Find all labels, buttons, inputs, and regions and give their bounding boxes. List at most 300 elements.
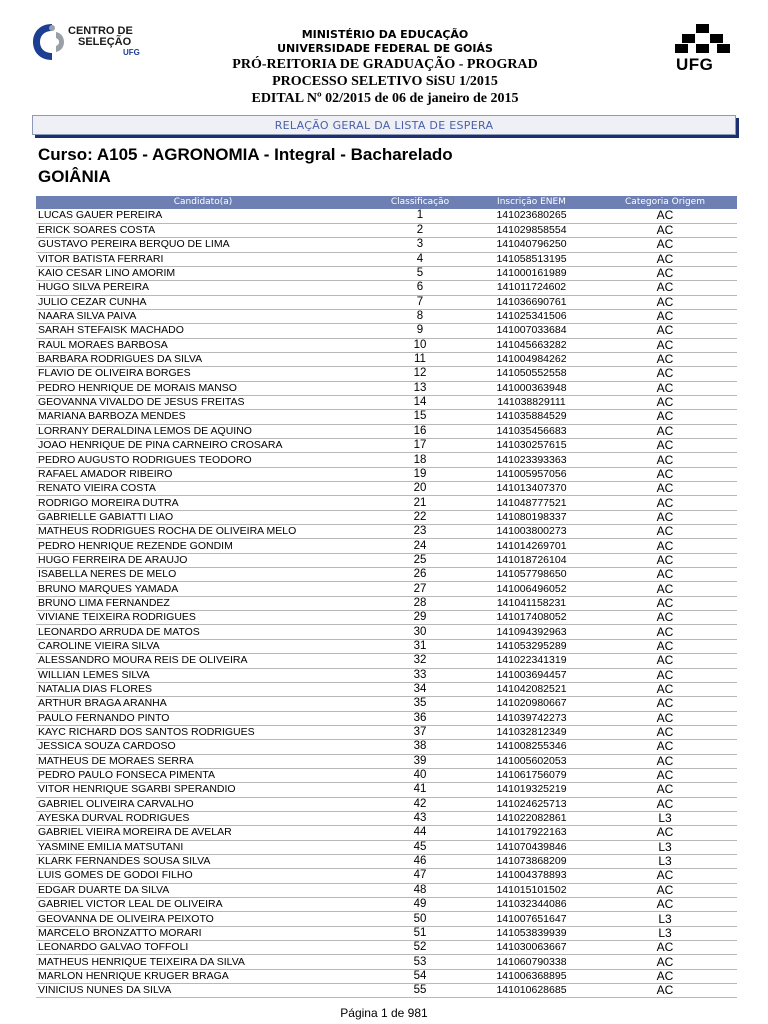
origin-category: AC	[593, 596, 737, 610]
enem-registration: 141094392963	[470, 625, 593, 639]
classification: 54	[370, 969, 470, 983]
classification: 21	[370, 496, 470, 510]
table-row	[36, 238, 737, 252]
candidate-name: ALESSANDRO MOURA REIS DE OLIVEIRA	[36, 654, 370, 668]
table-row	[36, 439, 737, 453]
table-row	[36, 926, 737, 940]
classification: 40	[370, 768, 470, 782]
candidate-name: MARIANA BARBOZA MENDES	[36, 410, 370, 424]
enem-registration: 141023680265	[470, 209, 593, 223]
candidate-name: MATHEUS RODRIGUES ROCHA DE OLIVEIRA MELO	[36, 525, 370, 539]
classification: 31	[370, 639, 470, 653]
table-row	[36, 912, 737, 926]
origin-category: AC	[593, 826, 737, 840]
table-row	[36, 482, 737, 496]
origin-category: AC	[593, 797, 737, 811]
origin-category: AC	[593, 639, 737, 653]
table-row	[36, 955, 737, 969]
table-row	[36, 682, 737, 696]
table-row	[36, 711, 737, 725]
table-row	[36, 324, 737, 338]
origin-category: AC	[593, 668, 737, 682]
enem-registration: 141003694457	[470, 668, 593, 682]
origin-category: AC	[593, 238, 737, 252]
candidate-name: YASMINE EMILIA MATSUTANI	[36, 840, 370, 854]
classification: 7	[370, 295, 470, 309]
candidate-name: MATHEUS HENRIQUE TEIXEIRA DA SILVA	[36, 955, 370, 969]
enem-registration: 141007651647	[470, 912, 593, 926]
table-row	[36, 783, 737, 797]
candidate-name: ARTHUR BRAGA ARANHA	[36, 697, 370, 711]
table-row	[36, 410, 737, 424]
candidate-name: NATALIA DIAS FLORES	[36, 682, 370, 696]
classification: 1	[370, 209, 470, 223]
classification: 24	[370, 539, 470, 553]
table-row	[36, 367, 737, 381]
classification: 51	[370, 926, 470, 940]
candidate-name: JESSICA SOUZA CARDOSO	[36, 740, 370, 754]
classification: 39	[370, 754, 470, 768]
origin-category: AC	[593, 266, 737, 280]
classification: 45	[370, 840, 470, 854]
table-row	[36, 883, 737, 897]
classification: 6	[370, 281, 470, 295]
enem-registration: 141032812349	[470, 725, 593, 739]
classification: 28	[370, 596, 470, 610]
edital-title: EDITAL Nº 02/2015 de 06 de janeiro de 2015	[251, 91, 519, 106]
enem-registration: 141050552558	[470, 367, 593, 381]
candidate-name: VIVIANE TEIXEIRA RODRIGUES	[36, 611, 370, 625]
candidate-name: ISABELLA NERES DE MELO	[36, 568, 370, 582]
candidate-name: MARCELO BRONZATTO MORARI	[36, 926, 370, 940]
origin-category: AC	[593, 424, 737, 438]
enem-registration: 141005602053	[470, 754, 593, 768]
enem-registration: 141020980667	[470, 697, 593, 711]
logo-line-1: CENTRO DE	[68, 25, 133, 37]
table-row	[36, 223, 737, 237]
city-title: GOIÂNIA	[38, 167, 111, 186]
classification: 20	[370, 482, 470, 496]
document-header	[150, 28, 620, 107]
candidate-name: VINICIUS NUNES DA SILVA	[36, 984, 370, 998]
table-row	[36, 453, 737, 467]
candidate-name: RAUL MORAES BARBOSA	[36, 338, 370, 352]
candidate-name: JOAO HENRIQUE DE PINA CARNEIRO CROSARA	[36, 439, 370, 453]
candidate-name: MATHEUS DE MORAES SERRA	[36, 754, 370, 768]
origin-category: AC	[593, 525, 737, 539]
table-row	[36, 840, 737, 854]
table-row	[36, 539, 737, 553]
enem-registration: 141058513195	[470, 252, 593, 266]
table-row	[36, 295, 737, 309]
origin-category: AC	[593, 510, 737, 524]
centro-de-selecao-logo	[30, 20, 150, 66]
enem-registration: 141045663282	[470, 338, 593, 352]
table-row	[36, 654, 737, 668]
classification: 46	[370, 854, 470, 868]
table-row	[36, 266, 737, 280]
table-row	[36, 611, 737, 625]
candidate-name: PEDRO HENRIQUE DE MORAIS MANSO	[36, 381, 370, 395]
table-row	[36, 395, 737, 409]
classification: 19	[370, 467, 470, 481]
origin-category: L3	[593, 912, 737, 926]
candidate-name: VITOR BATISTA FERRARI	[36, 252, 370, 266]
classification: 41	[370, 783, 470, 797]
classification: 44	[370, 826, 470, 840]
classification: 26	[370, 568, 470, 582]
classification: 30	[370, 625, 470, 639]
origin-category: AC	[593, 482, 737, 496]
enem-registration: 141015101502	[470, 883, 593, 897]
candidate-name: NAARA SILVA PAIVA	[36, 309, 370, 323]
origin-category: AC	[593, 324, 737, 338]
classification: 53	[370, 955, 470, 969]
table-row	[36, 281, 737, 295]
enem-registration: 141032344086	[470, 898, 593, 912]
enem-registration: 141024625713	[470, 797, 593, 811]
enem-registration: 141048777521	[470, 496, 593, 510]
candidate-name: PAULO FERNANDO PINTO	[36, 711, 370, 725]
enem-registration: 141011724602	[470, 281, 593, 295]
candidate-name: PEDRO HENRIQUE REZENDE GONDIM	[36, 539, 370, 553]
candidate-name: CAROLINE VIEIRA SILVA	[36, 639, 370, 653]
table-row	[36, 381, 737, 395]
enem-registration: 141017408052	[470, 611, 593, 625]
candidate-name: BARBARA RODRIGUES DA SILVA	[36, 352, 370, 366]
origin-category: AC	[593, 309, 737, 323]
enem-registration: 141022341319	[470, 654, 593, 668]
classification: 8	[370, 309, 470, 323]
classification: 55	[370, 984, 470, 998]
logo-line-2: SELEÇÃO	[78, 36, 132, 48]
table-row	[36, 510, 737, 524]
classification: 34	[370, 682, 470, 696]
table-row	[36, 984, 737, 998]
classification: 29	[370, 611, 470, 625]
candidate-name: HUGO FERREIRA DE ARAUJO	[36, 553, 370, 567]
classification: 35	[370, 697, 470, 711]
origin-category: AC	[593, 295, 737, 309]
classification: 4	[370, 252, 470, 266]
course-title: Curso: A105 - AGRONOMIA - Integral - Bacharelado	[38, 145, 453, 164]
table-row	[36, 854, 737, 868]
table-header-row	[36, 196, 737, 209]
origin-category: AC	[593, 381, 737, 395]
classification: 32	[370, 654, 470, 668]
enem-registration: 141057798650	[470, 568, 593, 582]
table-row	[36, 424, 737, 438]
origin-category: AC	[593, 395, 737, 409]
origin-category: AC	[593, 625, 737, 639]
classification: 23	[370, 525, 470, 539]
candidate-name: SARAH STEFAISK MACHADO	[36, 324, 370, 338]
enem-registration: 141005957056	[470, 467, 593, 481]
table-row	[36, 969, 737, 983]
enem-registration: 141000363948	[470, 381, 593, 395]
enem-registration: 141003800273	[470, 525, 593, 539]
table-row	[36, 725, 737, 739]
origin-category: L3	[593, 811, 737, 825]
classification: 12	[370, 367, 470, 381]
origin-category: AC	[593, 223, 737, 237]
classification: 16	[370, 424, 470, 438]
origin-category: AC	[593, 367, 737, 381]
origin-category: AC	[593, 611, 737, 625]
table-row	[36, 740, 737, 754]
column-header-candidate: Candidato(a)	[36, 196, 370, 209]
classification: 17	[370, 439, 470, 453]
origin-category: AC	[593, 467, 737, 481]
classification: 27	[370, 582, 470, 596]
candidate-name: VITOR HENRIQUE SGARBI SPERANDIO	[36, 783, 370, 797]
enem-registration: 141008255346	[470, 740, 593, 754]
candidate-name: GEOVANNA VIVALDO DE JESUS FREITAS	[36, 395, 370, 409]
candidate-name: GABRIEL VICTOR LEAL DE OLIVEIRA	[36, 898, 370, 912]
enem-registration: 141061756079	[470, 768, 593, 782]
origin-category: AC	[593, 338, 737, 352]
table-row	[36, 496, 737, 510]
table-row	[36, 754, 737, 768]
candidate-name: RODRIGO MOREIRA DUTRA	[36, 496, 370, 510]
origin-category: AC	[593, 883, 737, 897]
classification: 14	[370, 395, 470, 409]
origin-category: AC	[593, 453, 737, 467]
origin-category: AC	[593, 768, 737, 782]
origin-category: AC	[593, 654, 737, 668]
origin-category: AC	[593, 783, 737, 797]
enem-registration: 141040796250	[470, 238, 593, 252]
classification: 50	[370, 912, 470, 926]
classification: 5	[370, 266, 470, 280]
enem-registration: 141053295289	[470, 639, 593, 653]
origin-category: AC	[593, 410, 737, 424]
banner-title: RELAÇÃO GERAL DA LISTA DE ESPERA	[274, 119, 494, 132]
candidate-name: GABRIEL VIEIRA MOREIRA DE AVELAR	[36, 826, 370, 840]
enem-registration: 141017922163	[470, 826, 593, 840]
enem-registration: 141025341506	[470, 309, 593, 323]
enem-registration: 141014269701	[470, 539, 593, 553]
candidate-name: PEDRO PAULO FONSECA PIMENTA	[36, 768, 370, 782]
column-header-enem: Inscrição ENEM	[470, 196, 593, 209]
origin-category: AC	[593, 740, 737, 754]
enem-registration: 141004378893	[470, 869, 593, 883]
table-row	[36, 582, 737, 596]
table-row	[36, 467, 737, 481]
table-row	[36, 697, 737, 711]
enem-registration: 141038829111	[470, 395, 593, 409]
candidate-name: RAFAEL AMADOR RIBEIRO	[36, 467, 370, 481]
table-row	[36, 553, 737, 567]
origin-category: AC	[593, 539, 737, 553]
table-row	[36, 252, 737, 266]
table-row	[36, 568, 737, 582]
table-row	[36, 525, 737, 539]
origin-category: AC	[593, 252, 737, 266]
enem-registration: 141000161989	[470, 266, 593, 280]
origin-category: AC	[593, 568, 737, 582]
candidate-name: LUCAS GAUER PEREIRA	[36, 209, 370, 223]
origin-category: AC	[593, 955, 737, 969]
candidate-name: GABRIEL OLIVEIRA CARVALHO	[36, 797, 370, 811]
table-row	[36, 898, 737, 912]
candidate-name: LUIS GOMES DE GODOI FILHO	[36, 869, 370, 883]
classification: 48	[370, 883, 470, 897]
enem-registration: 141039742273	[470, 711, 593, 725]
candidate-name: MARLON HENRIQUE KRUGER BRAGA	[36, 969, 370, 983]
enem-registration: 141030257615	[470, 439, 593, 453]
origin-category: AC	[593, 898, 737, 912]
ufg-blocks-icon	[672, 22, 734, 56]
page-number: Página 1 de 981	[340, 1006, 428, 1020]
classification: 42	[370, 797, 470, 811]
enem-registration: 141018726104	[470, 553, 593, 567]
enem-registration: 141030063667	[470, 941, 593, 955]
table-row	[36, 625, 737, 639]
enem-registration: 141035456683	[470, 424, 593, 438]
classification: 10	[370, 338, 470, 352]
table-row	[36, 639, 737, 653]
classification: 13	[370, 381, 470, 395]
origin-category: AC	[593, 496, 737, 510]
table-row	[36, 309, 737, 323]
candidate-name: AYESKA DURVAL RODRIGUES	[36, 811, 370, 825]
table-row	[36, 209, 737, 223]
enem-registration: 141022082861	[470, 811, 593, 825]
enem-registration: 141053839939	[470, 926, 593, 940]
enem-registration: 141006368895	[470, 969, 593, 983]
candidate-name: LEONARDO ARRUDA DE MATOS	[36, 625, 370, 639]
university-title: UNIVERSIDADE FEDERAL DE GOIÁS	[277, 42, 493, 55]
candidate-name: PEDRO AUGUSTO RODRIGUES TEODORO	[36, 453, 370, 467]
classification: 52	[370, 941, 470, 955]
candidate-name: KAIO CESAR LINO AMORIM	[36, 266, 370, 280]
centro-de-selecao-icon	[30, 20, 70, 66]
table-body	[36, 209, 737, 998]
candidate-name: EDGAR DUARTE DA SILVA	[36, 883, 370, 897]
origin-category: AC	[593, 352, 737, 366]
candidate-name: RENATO VIEIRA COSTA	[36, 482, 370, 496]
enem-registration: 141041158231	[470, 596, 593, 610]
origin-category: AC	[593, 941, 737, 955]
candidate-name: BRUNO MARQUES YAMADA	[36, 582, 370, 596]
candidate-name: KAYC RICHARD DOS SANTOS RODRIGUES	[36, 725, 370, 739]
table-row	[36, 352, 737, 366]
origin-category: AC	[593, 582, 737, 596]
origin-category: L3	[593, 840, 737, 854]
table-row	[36, 668, 737, 682]
classification: 3	[370, 238, 470, 252]
origin-category: AC	[593, 969, 737, 983]
ufg-logo-text: UFG	[676, 55, 714, 74]
candidate-name: GABRIELLE GABIATTI LIAO	[36, 510, 370, 524]
table-row	[36, 768, 737, 782]
table-row	[36, 797, 737, 811]
enem-registration: 141073868209	[470, 854, 593, 868]
classification: 18	[370, 453, 470, 467]
origin-category: AC	[593, 682, 737, 696]
classification: 25	[370, 553, 470, 567]
classification: 15	[370, 410, 470, 424]
enem-registration: 141029858554	[470, 223, 593, 237]
candidate-name: KLARK FERNANDES SOUSA SILVA	[36, 854, 370, 868]
ufg-logo	[672, 22, 734, 76]
candidate-name: LORRANY DERALDINA LEMOS DE AQUINO	[36, 424, 370, 438]
enem-registration: 141019325219	[470, 783, 593, 797]
classification: 2	[370, 223, 470, 237]
classification: 38	[370, 740, 470, 754]
enem-registration: 141035884529	[470, 410, 593, 424]
origin-category: AC	[593, 697, 737, 711]
ministry-title: MINISTÉRIO DA EDUCAÇÃO	[301, 28, 469, 41]
enem-registration: 141007033684	[470, 324, 593, 338]
process-title: PROCESSO SELETIVO SiSU 1/2015	[272, 74, 498, 89]
origin-category: AC	[593, 209, 737, 223]
enem-registration: 141070439846	[470, 840, 593, 854]
classification: 36	[370, 711, 470, 725]
classification: 11	[370, 352, 470, 366]
enem-registration: 141036690761	[470, 295, 593, 309]
table-row	[36, 869, 737, 883]
enem-registration: 141042082521	[470, 682, 593, 696]
enem-registration: 141080198337	[470, 510, 593, 524]
origin-category: AC	[593, 553, 737, 567]
pro-rectorate-title: PRÓ-REITORIA DE GRADUAÇÃO - PROGRAD	[232, 57, 538, 72]
candidate-name: FLAVIO DE OLIVEIRA BORGES	[36, 367, 370, 381]
classification: 9	[370, 324, 470, 338]
enem-registration: 141006496052	[470, 582, 593, 596]
classification: 47	[370, 869, 470, 883]
column-header-category: Categoria Origem	[593, 196, 737, 209]
table-row	[36, 596, 737, 610]
origin-category: AC	[593, 869, 737, 883]
candidate-name: BRUNO LIMA FERNANDEZ	[36, 596, 370, 610]
classification: 43	[370, 811, 470, 825]
enem-registration: 141060790338	[470, 955, 593, 969]
origin-category: L3	[593, 854, 737, 868]
origin-category: AC	[593, 281, 737, 295]
enem-registration: 141010628685	[470, 984, 593, 998]
origin-category: L3	[593, 926, 737, 940]
candidate-name: HUGO SILVA PEREIRA	[36, 281, 370, 295]
enem-registration: 141004984262	[470, 352, 593, 366]
classification: 33	[370, 668, 470, 682]
candidate-name: WILLIAN LEMES SILVA	[36, 668, 370, 682]
classification: 22	[370, 510, 470, 524]
waiting-list-table	[36, 196, 737, 998]
table-row	[36, 338, 737, 352]
candidate-name: JULIO CEZAR CUNHA	[36, 295, 370, 309]
origin-category: AC	[593, 725, 737, 739]
classification: 49	[370, 898, 470, 912]
candidate-name: LEONARDO GALVAO TOFFOLI	[36, 941, 370, 955]
enem-registration: 141023393363	[470, 453, 593, 467]
logo-line-3: UFG	[123, 48, 140, 57]
table-row	[36, 941, 737, 955]
list-banner	[32, 115, 736, 135]
table-row	[36, 826, 737, 840]
enem-registration: 141013407370	[470, 482, 593, 496]
origin-category: AC	[593, 711, 737, 725]
column-header-classification: Classificação	[370, 196, 470, 209]
origin-category: AC	[593, 754, 737, 768]
table-row	[36, 811, 737, 825]
origin-category: AC	[593, 439, 737, 453]
candidate-name: GUSTAVO PEREIRA BERQUO DE LIMA	[36, 238, 370, 252]
classification: 37	[370, 725, 470, 739]
candidate-name: ERICK SOARES COSTA	[36, 223, 370, 237]
origin-category: AC	[593, 984, 737, 998]
